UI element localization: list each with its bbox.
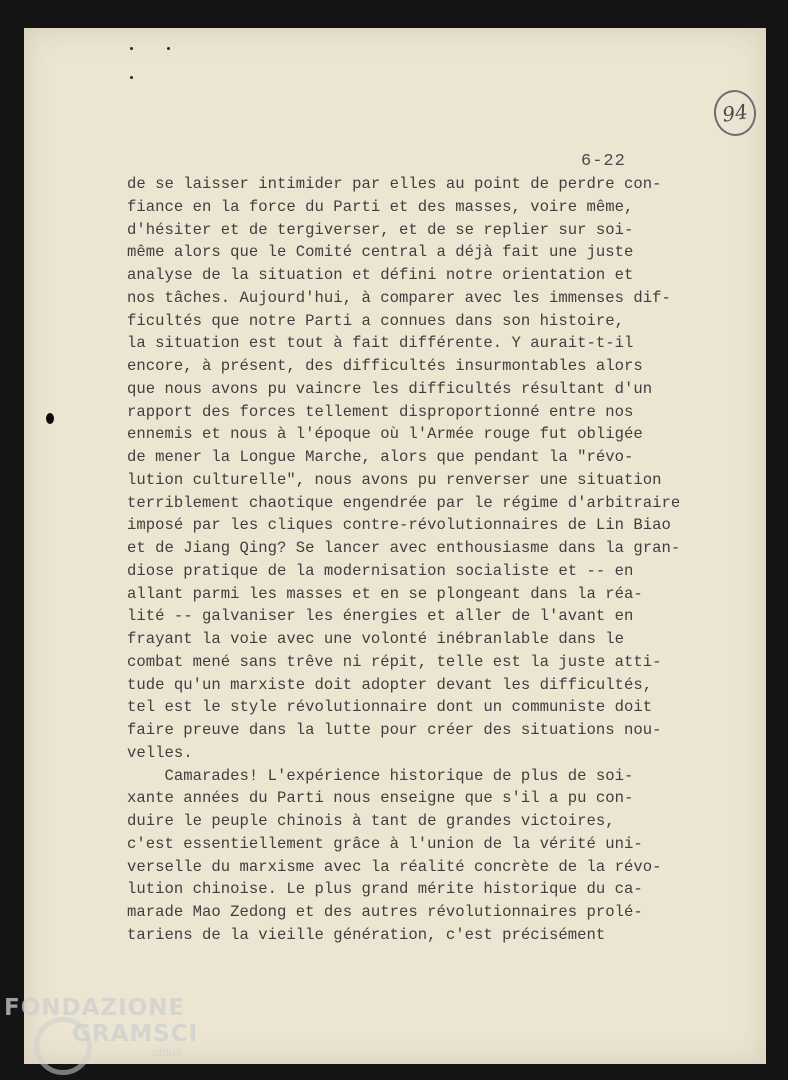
- document-body: [127, 173, 687, 947]
- page-number: 6-22: [581, 152, 626, 171]
- text-line: faire preuve dans la lutte pour créer des situations nou-: [127, 721, 662, 739]
- text-line: xante années du Parti nous enseigne que s'il a pu con-: [127, 789, 634, 808]
- watermark-line-2: GRAMSCI: [72, 1021, 199, 1047]
- text-line: rapport des forces tellement disproportionné entre nos: [127, 402, 634, 421]
- text-line: duire le peuple chinois à tant de grandes victoires,: [127, 812, 615, 830]
- text-line: tude qu'un marxiste doit adopter devant les difficultés,: [127, 675, 653, 694]
- watermark-logo-ring-icon: [34, 1017, 92, 1075]
- text-line: lution chinoise. Le plus grand mérite historique du ca-: [127, 880, 643, 899]
- text-line: même alors que le Comité central a déjà fait une juste: [127, 243, 634, 262]
- text-line: de se laisser intimider par elles au point de perdre con-: [127, 175, 662, 193]
- text-line: velles.: [127, 743, 193, 762]
- text-line: Camarades! L'expérience historique de plus de soi-: [127, 766, 634, 785]
- text-line: lité -- galvaniser les énergies et aller de l'avant en: [127, 607, 634, 626]
- text-line: analyse de la situation et défini notre orientation et: [127, 266, 634, 284]
- margin-ink-dot: [46, 413, 54, 424]
- text-line: la situation est tout à fait différente. Y aurait-t-il: [127, 334, 634, 353]
- punch-hole-mark: [130, 47, 133, 50]
- fondazione-gramsci-watermark: [4, 995, 198, 1059]
- text-line: et de Jiang Qing? Se lancer avec enthousiasme dans la gran-: [127, 539, 681, 557]
- text-line: terriblement chaotique engendrée par le régime d'arbitraire: [127, 493, 681, 512]
- text-line: d'hésiter et de tergiverser, et de se replier sur soi-: [127, 220, 634, 239]
- text-line: nos tâches. Aujourd'hui, à comparer avec les immenses dif-: [127, 288, 671, 307]
- text-line: encore, à présent, des difficultés insurmontables alors: [127, 357, 643, 375]
- text-line: fiance en la force du Parti et des masses, voire même,: [127, 197, 634, 216]
- archive-page-stamp: 94: [711, 87, 759, 138]
- text-line: diose pratique de la modernisation socialiste et -- en: [127, 561, 634, 580]
- text-line: combat mené sans trêve ni répit, telle est la juste atti-: [127, 652, 662, 671]
- text-line: tel est le style révolutionnaire dont un communiste doit: [127, 698, 653, 717]
- text-line: allant parmi les masses et en se plongeant dans la réa-: [127, 584, 643, 603]
- text-line: ficultés que notre Parti a connues dans son histoire,: [127, 311, 625, 330]
- punch-hole-mark: [167, 47, 170, 50]
- text-line: que nous avons pu vaincre les difficultés résultant d'un: [127, 379, 653, 398]
- text-line: verselle du marxisme avec la réalité concrète de la révo-: [127, 857, 662, 876]
- text-line: tariens de la vieille génération, c'est précisément: [127, 925, 606, 944]
- watermark-line-1: FONDAZIONE: [4, 995, 186, 1021]
- text-line: de mener la Longue Marche, alors que pendant la "révo-: [127, 448, 634, 466]
- punch-hole-mark: [130, 76, 133, 79]
- text-line: frayant la voie avec une volonté inébranlable dans le: [127, 630, 625, 648]
- text-line: imposé par les cliques contre-révolutionnaires de Lin Biao: [127, 516, 671, 535]
- watermark-line-3: onlus: [152, 1046, 182, 1059]
- text-line: c'est essentiellement grâce à l'union de la vérité uni-: [127, 834, 643, 853]
- text-line: ennemis et nous à l'époque où l'Armée rouge fut obligée: [127, 425, 643, 444]
- text-line: marade Mao Zedong et des autres révolutionnaires prolé-: [127, 903, 643, 921]
- text-line: lution culturelle", nous avons pu renverser une situation: [127, 470, 662, 489]
